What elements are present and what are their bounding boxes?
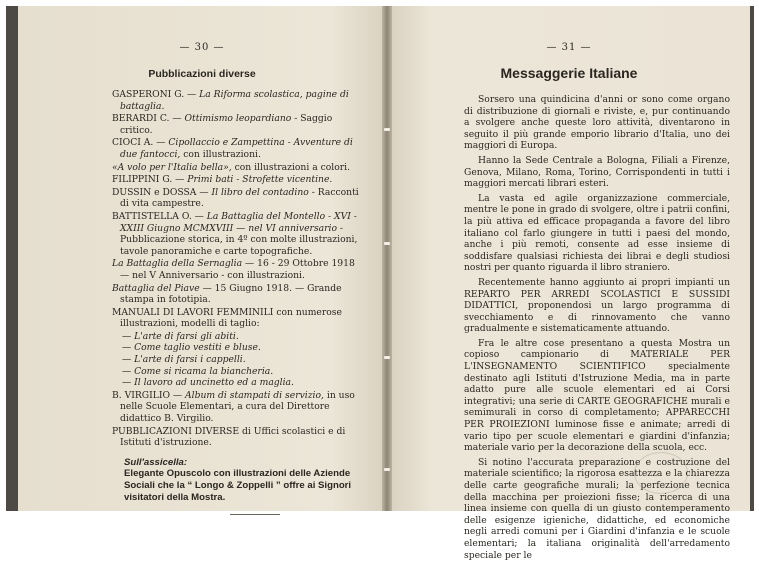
entry-author: BATTISTELLA O. — [112,210,204,222]
bibliography-entry [112,162,362,174]
body-paragraph: La vasta ed agile organizzazione commerciale, mentre le pone in grado di svolgere, oltre i patrii confini, la più attiva ed efficace propaganda a favore del libro italiano col farlo giungere in tutti i paesi del mondo, anche i più remoti, consente ad esse insieme di soddisfare qualsiasi richiesta dei librai e degli studiosi nostri per quanto riguarda il libro straniero. [464,192,730,274]
entry-title: La Battaglia del Montello - XVI - XXIII Giugno MCMXVIII — nel VI anniversario [120,210,357,234]
entry-title: Primi bati - Strofette vicentine. [187,174,333,186]
left-column [112,89,362,515]
sull-assicella-label: Sull'assicella: [124,456,188,468]
entry-rest: - Racconti di vita campestre. [120,186,359,210]
entry-rest: — 15 Giugno 1918. — Grande stampa in fototipia. [120,282,342,306]
page-number-right: — 31 — [546,42,592,53]
bibliography-entry [112,211,362,257]
entry-rest: con illustrazioni. [183,148,261,160]
bibliography-entry [112,283,362,306]
bibliography-entry [112,426,362,449]
entry-author: B. VIRGILIO — [112,389,183,401]
manual-item: — L'arte di farsi gli abiti. [122,330,239,342]
entry-rest: con numerose illustrazioni, modelli di taglio: [120,306,342,330]
entry-rest: - Saggio critico. [120,113,333,136]
entry-author: DUSSIN e DOSSA — [112,186,209,198]
entry-rest: in uso nelle Scuole Elementari, a cura del Direttore didattico B. Virgilio. [120,389,355,425]
entry-rest: — 16 - 29 Ottobre 1918 — nel V Anniversario - con illustrazioni. [120,258,355,281]
entry-author: MANUALI DI LAVORI FEMMINILI [112,306,274,318]
entry-rest: - Pubblicazione storica, in 4º con molte illustrazioni, tavole panoramiche e carte topografiche. [120,222,358,257]
bibliography-entry [112,137,362,160]
entry-title: «A volo per l'Italia bella», [112,161,232,173]
book-gutter [382,6,392,511]
bibliography-entry [112,174,362,186]
entry-title: Cipollaccio e Zampettina - Avventure di due fantocci, [120,137,353,160]
manual-item: — Come si ricama la biancheria. [122,365,274,377]
entry-rest: di Uffici scolastici e di Istituti d'istruzione. [120,425,346,449]
binding-stitch [384,128,390,131]
opuscolo-note: Elegante Opuscolo con illustrazioni delle Aziende Sociali che la “ Longo & Zoppelli ” offre ai Signori visitatori della Mostra. [124,468,352,504]
left-page [18,6,386,511]
entry-title: La Riforma scolastica, pagine di battaglia. [120,89,349,112]
page-number-left: — 30 — [179,42,225,53]
body-paragraph: Recentemente hanno aggiunto ai propri impianti un REPARTO PER ARREDI SCOLASTICI E SUSSIDI DIDATTICI, proponendosi un largo programma di svecchiamento e di rinnovamento che vanno gradualmente e sistematicamente attuando. [464,276,730,335]
entry-title: Il libro del contadino [211,186,309,198]
bibliography-entry [112,113,362,136]
left-page-title: Pubblicazioni diverse [148,68,256,80]
entry-title: La Battaglia della Sernaglia [112,258,243,270]
bibliography-entry [112,307,362,330]
closing-rule [230,514,280,515]
bibliography-entry [112,187,362,210]
faded-stamp [634,452,688,494]
binding-stitch [384,242,390,245]
entry-author: BERARDI C. — [112,113,182,125]
entry-title: Album di stampati di servizio, [185,389,324,401]
entry-author: PUBBLICAZIONI DIVERSE [112,425,240,437]
body-paragraph: Hanno la Sede Centrale a Bologna, Filiali a Firenze, Genova, Milano, Roma, Torino, Corrispondenti in tutti i maggiori mercati librari esteri. [464,154,730,190]
binding-stitch [384,356,390,359]
manual-item: — Il lavoro ad uncinetto ed a maglia. [122,377,294,389]
bibliography-entry [112,390,362,425]
binding-stitch [384,468,390,471]
manual-item: — Come taglio vestiti e bluse. [122,342,261,354]
right-page-title: Messaggerie Italiane [500,65,638,81]
entry-author: FILIPPINI G. — [112,174,185,186]
entry-title: Battaglia del Piave [112,282,200,294]
manual-item: — L'arte di farsi i cappelli. [122,354,246,366]
bibliography-entry [112,258,362,281]
entry-author: GASPERONI G. — [112,89,197,100]
book-spread [6,6,754,561]
body-paragraph: Sorsero una quindicina d'anni or sono come organo di distribuzione di giornali e riviste, e, pur continuando a svolgere anche queste loro attività, diventarono in seguito il più grande emporio librario d'Italia, uno dei maggiori di Europa. [464,94,730,152]
entry-rest: con illustrazioni a colori. [234,161,350,173]
body-paragraph: Si notino l'accurata preparazione e costruzione del materiale scientifico; la rigorosa esattezza e la chiarezza delle carte geografiche murali; la perfezione tecnica della macchina per proiezioni fisse; la ricerca di una linea insieme con quella di un giusto contemperamento delle esigenze igieniche, didattiche, ed economiche negli arredi comuni per i Giardini d'infanzia e le scuole elementari; la italiana originalità dell'arredamento speciale per le [464,456,730,561]
bibliography-entry [112,89,362,112]
entry-title: Ottimismo leopardiano [184,113,292,125]
right-column [464,94,730,564]
entry-author: CIOCI A. — [112,137,166,149]
body-paragraph: Fra le altre cose presentano a questa Mostra un copioso campionario di MATERIALE PER L'INSEGNAMENTO SCIENTIFICO specialmente destinato agli Istituti d'Istruzione Media, ma in parte adatto pure alle scuole elementari ed ai Corsi integrativi; una serie di CARTE GEOGRAFICHE murali e semimurali in corso di completamento; APPARECCHI PER PROIEZIONI luminose fisse e animate; arredi di vario tipo per scuole elementari e giardini d'infanzia; materiale vario per la decorazione della scuola, ecc. [464,337,730,454]
right-page [388,6,750,561]
